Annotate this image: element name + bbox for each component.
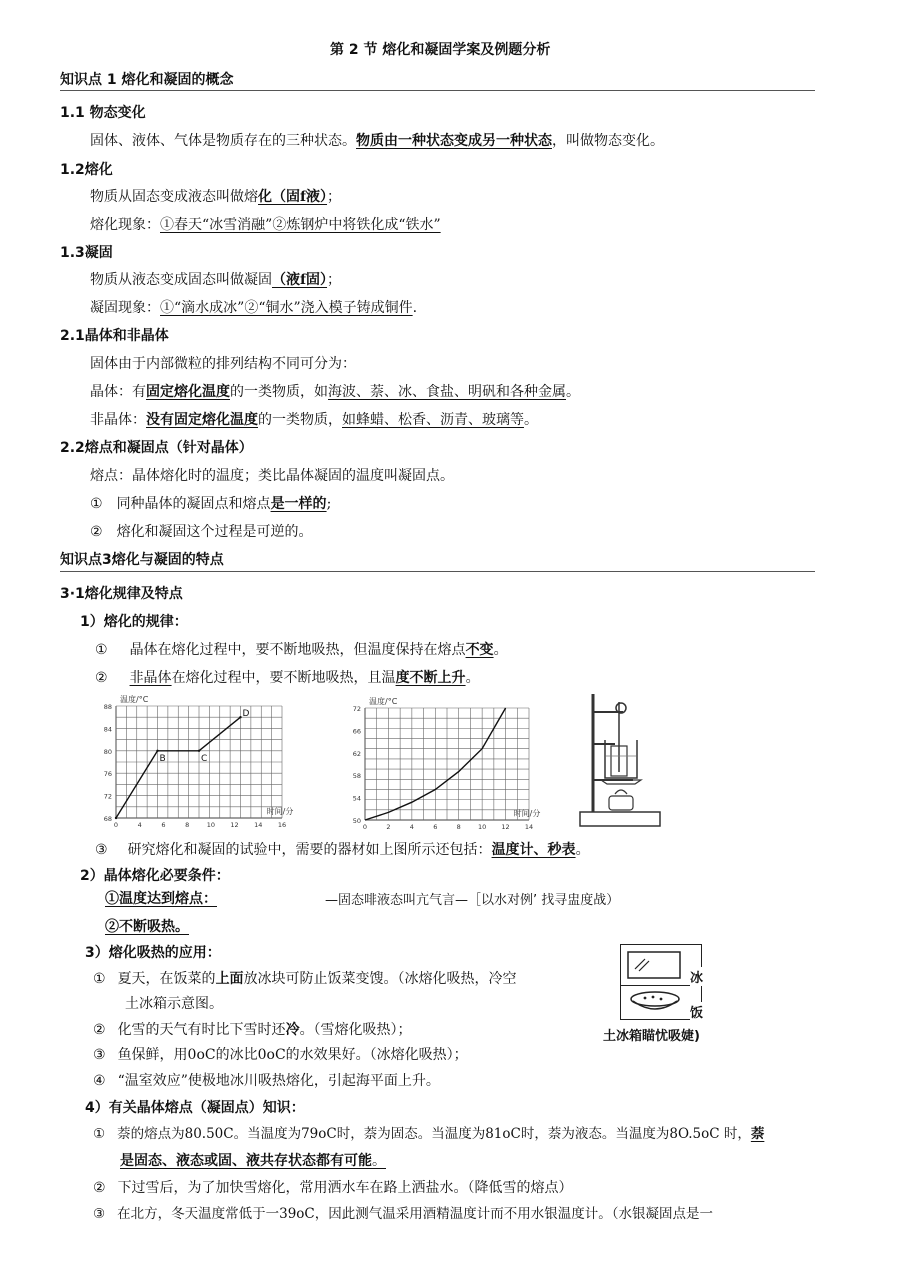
page-title: 第 2 节 熔化和凝固学案及例题分析 [330, 42, 551, 58]
melting-applications-heading: 3）熔化吸热的应用： [85, 945, 221, 961]
list-item: ④ “温室效应”使极地冰川吸热熔化，引起海平面上升。 [93, 1073, 440, 1089]
section-1-1-text: 固体、液体、气体是物质存在的三种状态。物质由一种状态变成另一种状态，叫做物态变化。 [90, 133, 664, 149]
melting-apparatus-illustration [575, 684, 665, 832]
condition-1: ①温度达到熔点： [105, 891, 217, 907]
key-phrase: 物质由一种状态变成另一种状态 [356, 133, 552, 149]
list-item: ① 晶体在熔化过程中，要不断地吸热，但温度保持在熔点不变。 [95, 642, 508, 658]
y-tick-label: 54 [352, 794, 361, 803]
x-tick-label: 12 [501, 823, 510, 830]
section-1-1-heading: 1.1 物态变化 [60, 105, 146, 121]
x-tick-label: 0 [362, 823, 368, 830]
x-tick-label: 14 [524, 823, 534, 830]
y-tick-label: 80 [103, 747, 112, 756]
condition-note: —固态啡液态叫亢气言—［以水对例’ 找寻盅度战） [325, 893, 620, 908]
y-axis-label: 温度/°C [120, 695, 149, 704]
list-item-continued: 土冰箱示意图。 [125, 996, 223, 1012]
ice-block-icon [627, 949, 683, 981]
solid-classification-intro: 固体由于内部微粒的排列结构不同可分为： [90, 356, 356, 372]
section-2-2-heading: 2.2熔点和凝固点（针对晶体） [60, 440, 253, 456]
data-point [239, 716, 241, 718]
melting-definition: 物质从固态变成液态叫做熔化（固f液）； [90, 189, 342, 205]
data-point [115, 817, 117, 819]
crystal-definition: 晶体：有固定熔化温度的一类物质，如海波、萘、冰、食盐、明矾和各种金属。 [90, 384, 580, 400]
knowledge-point-1-heading: 知识点 1 熔化和凝固的概念 [60, 72, 234, 88]
x-tick-label: 16 [277, 821, 287, 829]
y-tick-label: 68 [103, 815, 112, 823]
list-item: ③ 在北方，冬天温度常低于一39oC，因此测气温采用酒精温度计而不用水银温度计。（水银凝固点是一 [93, 1206, 713, 1222]
y-tick-label: 84 [103, 725, 112, 734]
melting-conditions-heading: 2）晶体熔化必要条件： [80, 868, 230, 884]
list-item: ③ 鱼保鲜，用0oC的冰比0oC的水效果好。（冰熔化吸热）； [93, 1047, 468, 1063]
x-tick-label: 6 [433, 823, 438, 830]
list-item: ② 熔化和凝固这个过程是可逆的。 [90, 524, 313, 540]
x-tick-label: 12 [230, 821, 239, 829]
x-tick-label: 6 [161, 821, 166, 829]
amorphous-definition: 非晶体：没有固定熔化温度的一类物质，如蜂蜡、松香、沥青、玻璃等。 [90, 412, 538, 428]
rice-label: 饭 [690, 1002, 703, 1021]
x-tick-label: 4 [409, 823, 414, 830]
y-tick-label: 76 [103, 770, 112, 779]
list-item: ① 同种晶体的凝固点和熔点是一样的; [90, 496, 332, 512]
x-tick-label: 0 [113, 821, 119, 829]
section-3-1-heading: 3·1熔化规律及特点 [60, 586, 183, 602]
x-tick-label: 14 [254, 821, 263, 829]
point-label: C [201, 753, 208, 764]
data-point [156, 750, 158, 752]
divider [60, 90, 815, 91]
y-tick-label: 50 [352, 817, 361, 825]
list-item: ③ 研究熔化和凝固的试验中，需要的器材如上图所示还包括：温度计、秒表。 [95, 842, 590, 858]
x-tick-label: 8 [185, 821, 190, 829]
y-axis-label: 温度/°C [369, 697, 398, 706]
solidification-definition: 物质从液态变成固态叫做凝固（液f固）； [90, 272, 342, 288]
section-1-3-heading: 1.3凝固 [60, 245, 113, 261]
x-tick-label: 8 [456, 823, 461, 830]
point-label: B [159, 753, 166, 764]
crystal-melting-chart [100, 692, 300, 832]
y-tick-label: 88 [103, 703, 112, 711]
list-item-continued: 是固态、液态或固、液共存状态都有可能。 [120, 1153, 386, 1169]
y-tick-label: 58 [352, 772, 361, 781]
x-tick-label: 10 [478, 823, 487, 830]
list-item: ② 化雪的天气有时比下雪时还冷。（雪熔化吸热）； [93, 1022, 412, 1038]
data-point [198, 750, 200, 752]
melting-rules-heading: 1）熔化的规律： [80, 614, 188, 630]
fridge-caption: 土冰箱瞄忧吸婕) [603, 1029, 700, 1044]
melting-point-definition: 熔点：晶体熔化时的温度；类比晶体凝固的温度叫凝固点。 [90, 468, 454, 484]
list-item: ① 萘的熔点为80.50C。当温度为79oC时，萘为固态。当温度为81oC时，萘为液态。当温度为8O.5oC 时，萘 [93, 1126, 765, 1142]
x-tick-label: 10 [206, 821, 215, 829]
x-tick-label: 2 [386, 823, 391, 830]
x-axis-label: 时间/分 [513, 809, 541, 818]
y-tick-label: 72 [103, 792, 112, 801]
solidification-phenomena: 凝固现象：①“滴水成冰”②“铜水”浇入模子铸成铜件. [90, 300, 418, 316]
list-item: ① 夏天，在饭菜的上面放冰块可防止饭菜变馊。（冰熔化吸热，冷空 [93, 971, 517, 987]
knowledge-point-3-heading: 知识点3熔化与凝固的特点 [60, 552, 224, 568]
divider [60, 571, 815, 572]
x-axis-label: 时间/分 [266, 807, 294, 816]
melting-phenomena: 熔化现象：①春天“冰雪消融”②炼钢炉中将铁化成“铁水” [90, 217, 441, 233]
earth-fridge-diagram [620, 944, 702, 1020]
y-tick-label: 72 [352, 705, 361, 713]
rice-bowl-icon [627, 989, 683, 1017]
list-item: ② 下过雪后，为了加快雪熔化，常用洒水车在路上洒盐水。（降低雪的熔点） [93, 1180, 573, 1196]
condition-2: ②不断吸热。 [105, 919, 189, 935]
amorphous-melting-chart [345, 694, 555, 830]
ice-label: 冰 [690, 967, 703, 986]
list-item: ② 非晶体在熔化过程中，要不断地吸热，且温度不断上升。 [95, 670, 480, 686]
section-2-1-heading: 2.1晶体和非晶体 [60, 328, 169, 344]
x-tick-label: 4 [137, 821, 142, 829]
melting-point-knowledge-heading: 4）有关晶体熔点（凝固点）知识： [85, 1100, 305, 1116]
point-label: D [242, 709, 250, 720]
y-tick-label: 66 [352, 727, 361, 736]
section-1-2-heading: 1.2熔化 [60, 162, 113, 178]
y-tick-label: 62 [352, 749, 361, 758]
